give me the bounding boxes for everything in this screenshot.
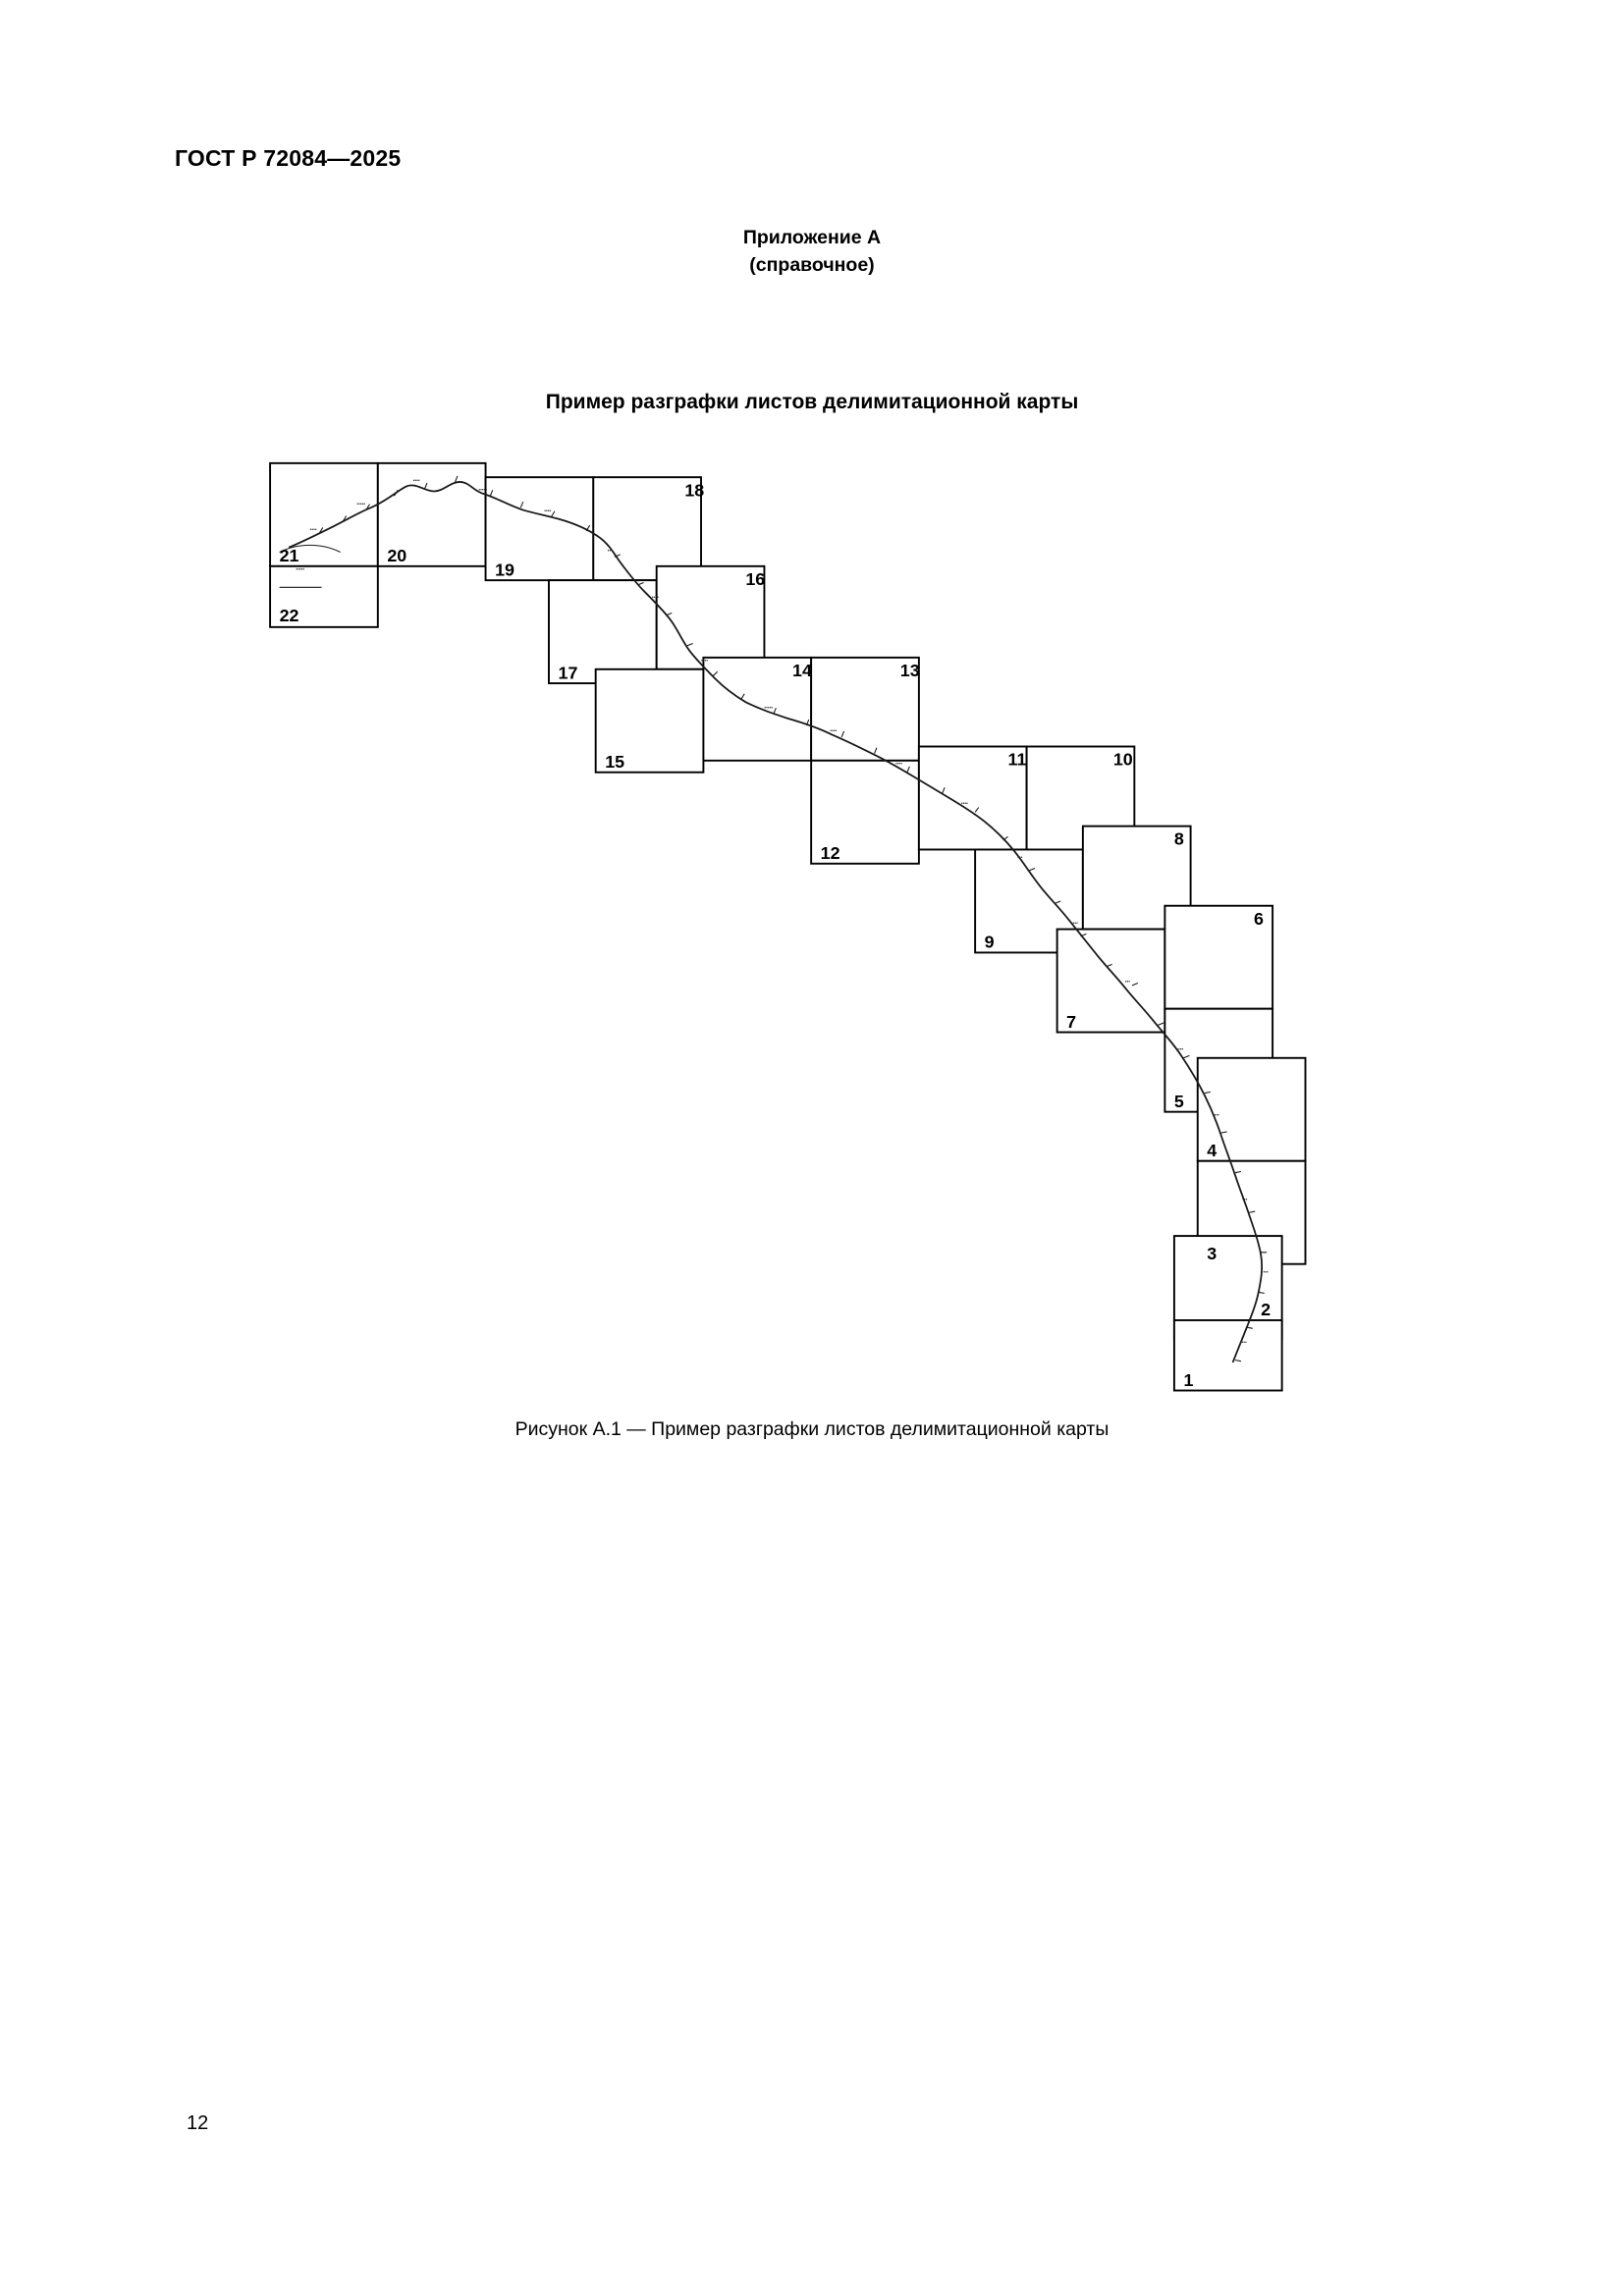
svg-text:••••: •••• [412, 477, 420, 484]
sheet-label-21: 21 [279, 546, 299, 566]
page-number: 12 [187, 2112, 209, 2134]
annex-title: Приложение А [742, 227, 882, 248]
sheet-label-13: 13 [899, 660, 920, 680]
sheet-label-10: 10 [1112, 749, 1133, 770]
sheet-label-5: 5 [1173, 1091, 1184, 1111]
svg-text:•••: ••• [1242, 1197, 1248, 1203]
svg-text:•••: ••• [1017, 855, 1023, 862]
sheet-label-16: 16 [745, 568, 766, 589]
svg-text:••••: •••• [701, 658, 709, 665]
sheet-label-9: 9 [984, 932, 995, 952]
svg-text:•••••: ••••• [296, 566, 305, 573]
svg-text:••••: •••• [544, 507, 552, 514]
svg-text:•••: ••• [1263, 1269, 1269, 1276]
sheet-label-4: 4 [1207, 1140, 1218, 1160]
sheet-label-22: 22 [279, 605, 299, 625]
svg-text:••••: •••• [1239, 1339, 1247, 1346]
figure-caption: Рисунок А.1 — Пример разграфки листов делимитационной карты [514, 1418, 1110, 1440]
sheet-label-2: 2 [1261, 1300, 1272, 1320]
sheet-label-3: 3 [1207, 1243, 1218, 1263]
svg-text:•••••: ••••• [356, 501, 366, 507]
svg-text:•••••: ••••• [764, 705, 774, 712]
svg-text:••••: •••• [1070, 920, 1078, 927]
sheet-label-1: 1 [1183, 1369, 1194, 1390]
annex-subtitle: (справочное) [749, 254, 875, 277]
sheet-label-15: 15 [605, 751, 625, 772]
sheet-label-12: 12 [820, 843, 840, 864]
svg-text:••••: •••• [830, 728, 838, 735]
figure-heading: Пример разграфки листов делимитационной карты [545, 391, 1079, 413]
annex-heading-block [0, 224, 1624, 280]
svg-text:••••: •••• [651, 595, 659, 602]
svg-text:•••••: ••••• [478, 487, 488, 494]
svg-text:••••: •••• [309, 527, 317, 534]
svg-text:••••: •••• [960, 801, 968, 808]
sheet-layout-diagram [196, 440, 1473, 1412]
sheet-label-17: 17 [558, 663, 578, 683]
document-standard-header: ГОСТ Р 72084—2025 [175, 145, 402, 171]
sheet-label-19: 19 [495, 560, 514, 580]
sheet-label-7: 7 [1066, 1011, 1077, 1032]
sheet-rectangles [270, 463, 1305, 1391]
sheet-label-6: 6 [1254, 908, 1264, 929]
svg-text:•••: ••• [607, 548, 613, 555]
svg-text:••••: •••• [895, 761, 903, 768]
svg-text:••••: •••• [1176, 1046, 1184, 1053]
sheet-label-14: 14 [792, 660, 812, 680]
svg-text:•••: ••• [1124, 979, 1131, 986]
sheet-label-8: 8 [1173, 828, 1184, 849]
figure-image [196, 440, 1473, 1412]
sheet-label-20: 20 [387, 546, 407, 566]
sheet-label-11: 11 [1007, 749, 1027, 770]
sheet-label-18: 18 [684, 480, 705, 501]
svg-text:•••: ••• [1214, 1112, 1219, 1119]
